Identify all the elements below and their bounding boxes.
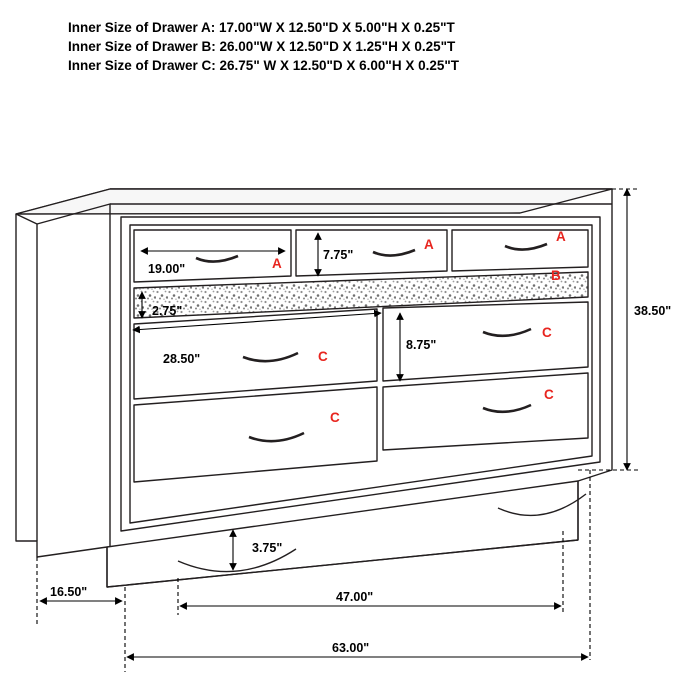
tag-b-glitter: B: [551, 268, 561, 283]
dim-drawer-a-height: 7.75": [323, 248, 354, 262]
tag-c-middle-right: C: [542, 325, 552, 340]
tag-c-bottom-left: C: [330, 410, 340, 425]
tag-c-middle-left: C: [318, 349, 328, 364]
tag-c-bottom-right: C: [544, 387, 554, 402]
tag-a-top-left: A: [272, 256, 282, 271]
spec-line-drawer-a: Inner Size of Drawer A: 17.00"W X 12.50"D X 5.00"H X 0.25"T: [68, 20, 455, 35]
dim-drawer-c-width: 28.50": [163, 352, 201, 366]
spec-line-drawer-c: Inner Size of Drawer C: 26.75" W X 12.50"D X 6.00"H X 0.25"T: [68, 58, 460, 73]
tag-a-top-middle: A: [424, 237, 434, 252]
dim-drawer-a-width: 19.00": [148, 262, 186, 276]
dim-front-width: 47.00": [336, 590, 374, 604]
dim-drawer-b-height: 2.75": [152, 304, 183, 318]
dim-drawer-c-height: 8.75": [406, 338, 437, 352]
dim-overall-height: 38.50": [634, 304, 672, 318]
dim-overall-width: 63.00": [332, 641, 370, 655]
dim-base-clearance: 3.75": [252, 541, 283, 555]
spec-line-drawer-b: Inner Size of Drawer B: 26.00"W X 12.50"D X 1.25"H X 0.25"T: [68, 39, 456, 54]
dim-depth: 16.50": [50, 585, 88, 599]
tag-a-top-right: A: [556, 229, 566, 244]
